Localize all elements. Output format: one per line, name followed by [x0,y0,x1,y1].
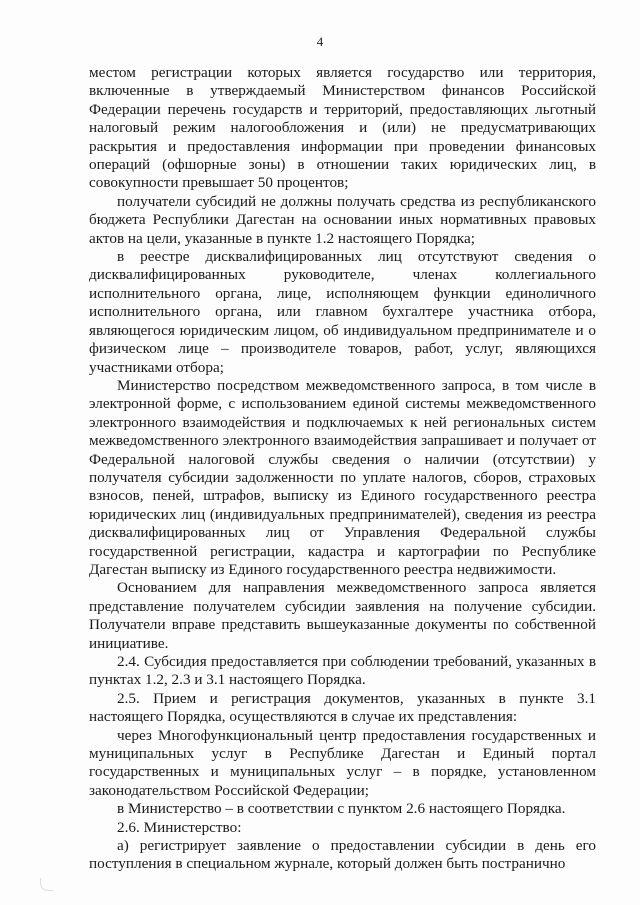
paragraph-request-basis: Основанием для направления межведомственного запроса является представление получателем субсидии заявления на получение субсидии. Получатели вправе представить вышеуказанные документы по собственной инициативе. [89,579,596,652]
paragraph-ministry: в Министерство – в соответствии с пунктом 2.6 настоящего Порядка. [117,800,566,818]
scan-corner-mark [40,878,53,891]
paragraph-foreign-registration: местом регистрации которых является государство или территория, включенные в утверждаемый Министерством финансов Российской Федерации перечень государств и территорий, предоставляющих льготный налоговый режим налогообложения и (или) не предусматривающих раскрытия и предоставления информации при проведении финансовых операций (офшорные зоны) в отношении таких юридических лиц, в совокупности превышает 50 процентов; [89,64,596,192]
paragraph-disqualified-persons-registry: в реестре дисквалифицированных лиц отсутствуют сведения о дисквалифицированных руководителе, членах коллегиального исполнительного органа, лице, исполняющем функции единоличного исполнительного органа, или главном бухгалтере участника отбора, являющегося юридическим лицом, об индивидуальном предпринимателе и о физическом лице – производителе товаров, работ, услуг, являющихся участниками отбора; [89,248,596,376]
paragraph-2-5: 2.5. Прием и регистрация документов, указанных в пункте 3.1 настоящего Порядка, осуществляются в случае их представления: [89,689,596,726]
page-number: 4 [316,34,324,49]
paragraph-2-6-a: а) регистрирует заявление о предоставлении субсидии в день его поступления в специальном журнале, который должен быть постранично [89,837,596,873]
paragraph-interagency-request: Министерство посредством межведомственного запроса, в том числе в электронной форме, с использованием единой системы межведомственного электронного взаимодействия и подключаемых к ней региональных систем межведомственного электронного взаимодействия запрашивает и получает от Федеральной налоговой службы сведения о наличии (отсутствии) у получателя субсидии задолженности по уплате налогов, сборов, страховых взносов, пеней, штрафов, выписку из Единого государственного реестра юридических лиц (индивидуальных предпринимателей), сведения из реестра дисквалифицированных лиц от Управления Федеральной службы государственной регистрации, кадастра и картографии по Республике Дагестан выписку из Единого государственного реестра недвижимости. [89,376,596,578]
document-body [89,64,596,874]
paragraph-no-other-budget-funds: получатели субсидий не должны получать средства из республиканского бюджета Республики Дагестан на основании иных нормативных правовых актов на цели, указанные в пункте 1.2 настоящего Порядка; [89,192,596,247]
paragraph-mfc-portal: через Многофункциональный центр предоставления государственных и муниципальных услуг в Республике Дагестан и Единый портал государственных и муниципальных услуг – в порядке, установленном законодательством Российской Федерации; [89,726,596,799]
paragraph-2-4: 2.4. Субсидия предоставляется при соблюдении требований, указанных в пунктах 1.2, 2.3 и 3.1 настоящего Порядка. [89,653,596,689]
paragraph-2-6: 2.6. Министерство: [117,818,242,836]
